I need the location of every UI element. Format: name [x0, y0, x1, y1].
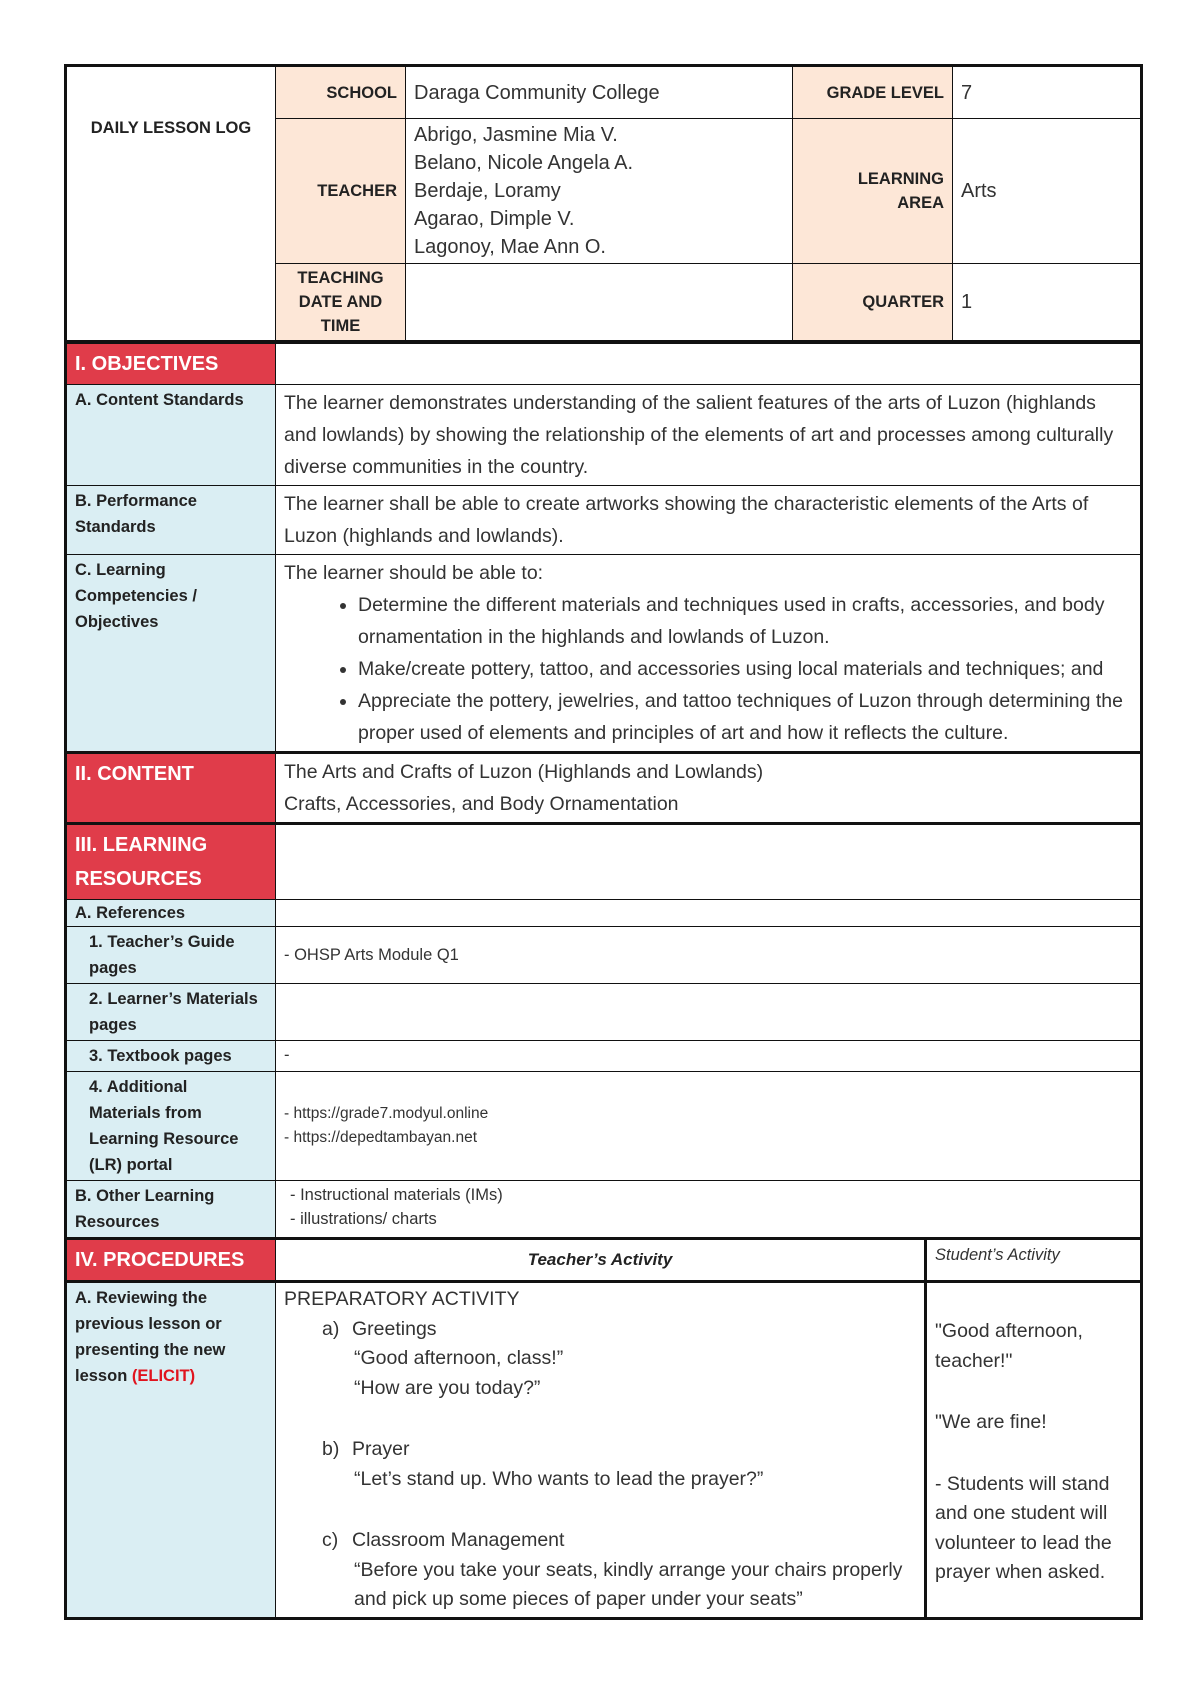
resource-link: - https://depedtambayan.net: [284, 1129, 478, 1146]
resource-item: - illustrations/ charts: [290, 1210, 437, 1228]
step-greetings: [322, 1315, 916, 1345]
teacher-activity-header: Teacher’s Activity: [276, 1239, 926, 1282]
teacher-name: Belano, Nicole Angela A.: [414, 152, 634, 174]
content-line: The Arts and Crafts of Luzon (Highlands and Lowlands): [284, 761, 764, 783]
student-line: prayer when asked.: [935, 1561, 1106, 1583]
teacher-activity-cell: [276, 1282, 926, 1619]
spacer: [935, 1285, 1132, 1317]
label-line: 1. Teacher’s Guide: [89, 933, 235, 951]
label-line: pages: [89, 959, 137, 977]
competencies-label: [66, 555, 276, 753]
step-classroom-management: [322, 1526, 916, 1556]
label-line: Learning Resource: [89, 1130, 239, 1148]
teacher-list: [406, 119, 793, 264]
other-resources-label: [66, 1181, 276, 1239]
teacher-name: Agarao, Dimple V.: [414, 208, 575, 230]
student-line: volunteer to lead the: [935, 1531, 1112, 1554]
additional-materials-value: [276, 1072, 1142, 1181]
references-label: A. References: [66, 900, 276, 927]
teacher-name: Abrigo, Jasmine Mia V.: [414, 124, 618, 146]
step-prayer: [322, 1435, 916, 1465]
step-title: Classroom Management: [352, 1529, 565, 1551]
preparatory-title: PREPARATORY ACTIVITY: [284, 1288, 520, 1310]
learning-area-label: [793, 119, 953, 264]
label-text: lesson: [75, 1367, 128, 1385]
lesson-log-document: [64, 64, 1140, 1620]
content-standards-label: A. Content Standards: [66, 385, 276, 486]
spacer: [935, 1438, 1132, 1470]
teacher-line: and pick up some pieces of paper under your seats”: [354, 1588, 803, 1610]
section-procedures: IV. PROCEDURES: [66, 1239, 276, 1282]
teacher-name: Berdaje, Loramy: [414, 180, 561, 202]
label-line: pages: [89, 1016, 137, 1034]
label-line: 2. Learner’s Materials: [89, 990, 258, 1008]
additional-materials-label: [66, 1072, 276, 1181]
student-line: teacher!": [935, 1349, 1013, 1372]
section-line: III. LEARNING: [75, 834, 208, 856]
grade-level-value: 7: [953, 66, 1142, 119]
step-title: Greetings: [352, 1317, 437, 1340]
label-line: C. Learning: [75, 561, 166, 579]
section-content: II. CONTENT: [66, 753, 276, 824]
references-blank: [276, 900, 1142, 927]
teachers-guide-label: [66, 927, 276, 984]
body-table: [64, 343, 1143, 1620]
label-line: B. Other Learning: [75, 1187, 215, 1205]
teacher-line: “How are you today?”: [354, 1376, 541, 1399]
quarter-label: QUARTER: [793, 264, 953, 342]
quarter-value: 1: [953, 264, 1142, 342]
teacher-name: Lagonoy, Mae Ann O.: [414, 236, 606, 258]
teacher-line: “Let’s stand up. Who wants to lead the prayer?”: [354, 1467, 764, 1490]
student-activity-cell: [926, 1282, 1142, 1619]
label-line: Competencies /: [75, 587, 197, 605]
label-line: Materials from: [89, 1104, 202, 1122]
teaching-date-label: [276, 264, 406, 342]
label-line: (LR) portal: [89, 1156, 173, 1174]
learning-area-label-line: AREA: [897, 194, 944, 212]
student-activity-header: Student’s Activity: [926, 1239, 1142, 1282]
label-line: Standards: [75, 518, 156, 536]
competencies-list: [284, 589, 1132, 749]
elicit-tag: (ELICIT): [131, 1367, 196, 1385]
grade-level-label: GRADE LEVEL: [793, 66, 953, 119]
student-line: "We are fine!: [935, 1411, 1047, 1433]
step-title: Prayer: [352, 1438, 410, 1460]
textbook-pages-value: -: [276, 1041, 1142, 1072]
list-item: • Appreciate the pottery, jewelries, and tattoo techniques of Luzon through determining the proper used of elements and principles of art and how it reflects the culture.: [358, 685, 1132, 749]
label-line: presenting the new: [75, 1341, 226, 1359]
teaching-date-label-line: DATE AND: [298, 293, 383, 311]
performance-standards-label: [66, 486, 276, 555]
student-line: - Students will stand: [935, 1472, 1110, 1495]
label-line: 4. Additional: [89, 1078, 188, 1096]
competencies-intro: The learner should be able to:: [284, 562, 544, 584]
step-letter: a): [322, 1317, 340, 1340]
list-item: • Make/create pottery, tattoo, and accessories using local materials and techniques; and: [358, 653, 1132, 685]
content-standards-text: The learner demonstrates understanding of the salient features of the arts of Luzon (highlands and lowlands) by showing the relationship of the elements of art and processes among culturally diverse communities in the country.: [276, 385, 1142, 486]
textbook-pages-label: 3. Textbook pages: [66, 1041, 276, 1072]
resources-blank: [276, 824, 1142, 900]
section-line: RESOURCES: [75, 868, 202, 890]
step-letter: c): [322, 1529, 339, 1551]
learning-area-value: Arts: [953, 119, 1142, 264]
spacer: [284, 1403, 916, 1435]
teaching-date-label-line: TEACHING: [297, 269, 384, 287]
label-line: Resources: [75, 1213, 160, 1231]
reviewing-lesson-label: [66, 1282, 276, 1619]
resource-link: - https://grade7.modyul.online: [284, 1105, 489, 1122]
spacer: [935, 1376, 1132, 1408]
learners-materials-value: [276, 984, 1142, 1041]
label-line: previous lesson or: [75, 1315, 222, 1333]
label-line: [75, 1363, 267, 1389]
learners-materials-label: [66, 984, 276, 1041]
teaching-date-value: [406, 264, 793, 342]
other-resources-value: [276, 1181, 1142, 1239]
performance-standards-text: The learner shall be able to create artworks showing the characteristic elements of the Arts of Luzon (highlands and lowlands).: [276, 486, 1142, 555]
list-item: • Determine the different materials and techniques used in crafts, accessories, and body ornamentation in the highlands and lowlands of Luzon.: [358, 589, 1132, 653]
content-line: Crafts, Accessories, and Body Ornamentation: [284, 793, 679, 815]
school-value: Daraga Community College: [406, 66, 793, 119]
label-line: A. Reviewing the: [75, 1289, 208, 1307]
teacher-line: “Good afternoon, class!”: [354, 1347, 564, 1369]
content-cell: [276, 753, 1142, 824]
student-line: "Good afternoon,: [935, 1320, 1083, 1342]
section-learning-resources: [66, 824, 276, 900]
learning-area-label-line: LEARNING: [857, 170, 944, 188]
teachers-guide-value: - OHSP Arts Module Q1: [276, 927, 1142, 984]
step-letter: b): [322, 1438, 340, 1460]
teaching-date-label-line: TIME: [320, 317, 361, 335]
label-line: B. Performance: [75, 492, 197, 510]
spacer: [284, 1494, 916, 1526]
objectives-blank: [276, 344, 1142, 385]
header-table: [64, 64, 1143, 343]
teacher-line: “Before you take your seats, kindly arrange your chairs properly: [354, 1558, 903, 1581]
document-title: DAILY LESSON LOG: [66, 66, 276, 342]
resource-item: - Instructional materials (IMs): [290, 1186, 503, 1204]
school-label: SCHOOL: [276, 66, 406, 119]
label-line: Objectives: [75, 613, 159, 631]
teacher-label: TEACHER: [276, 119, 406, 264]
section-objectives: I. OBJECTIVES: [66, 344, 276, 385]
student-line: and one student will: [935, 1502, 1108, 1524]
competencies-cell: [276, 555, 1142, 753]
